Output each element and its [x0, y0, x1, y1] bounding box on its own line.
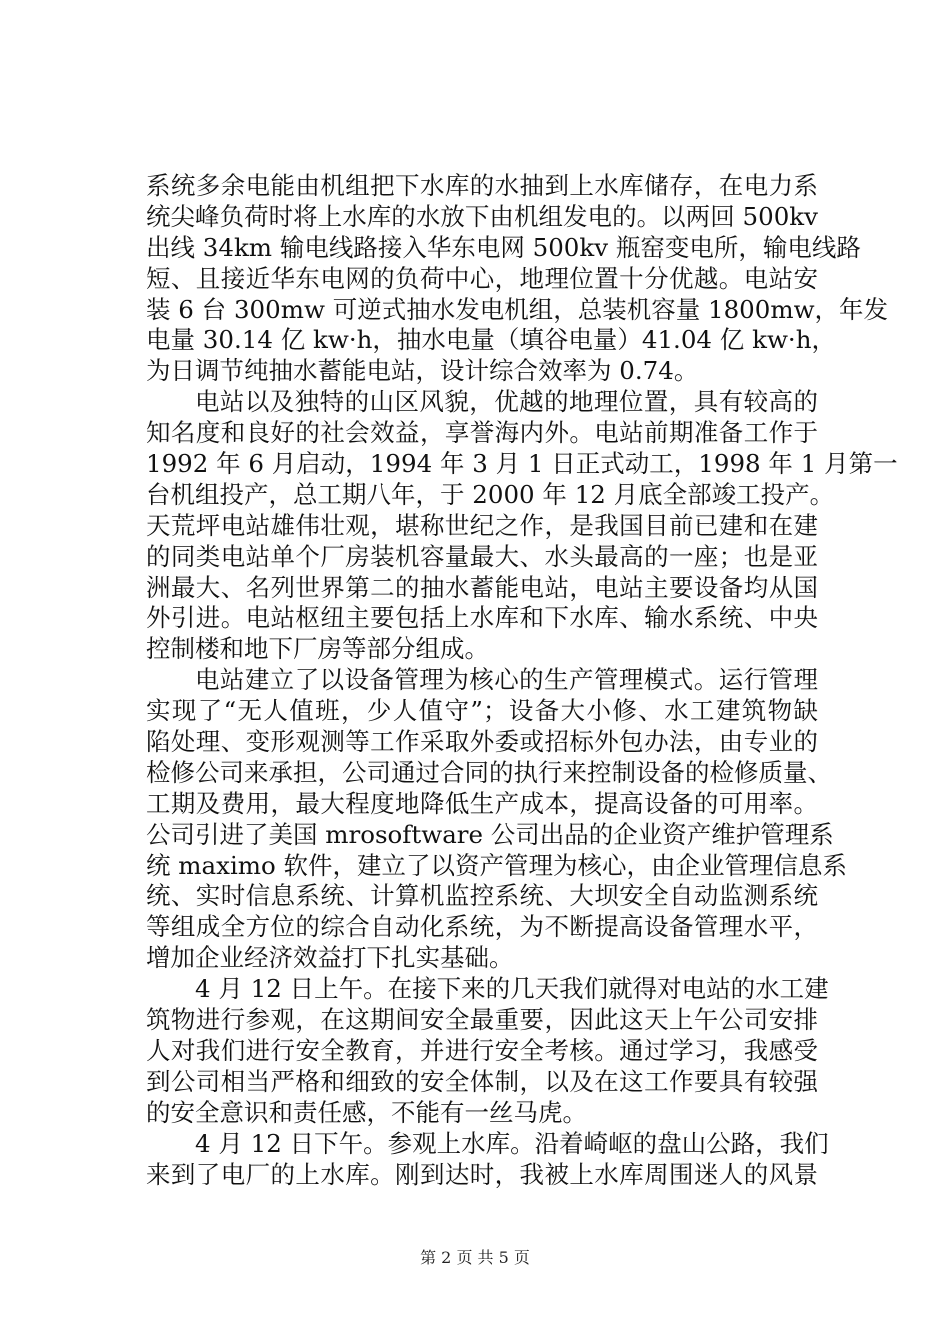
paragraph — [146, 387, 898, 665]
page-footer: 第 2 页 共 5 页 — [420, 1248, 530, 1267]
text-line: 公司引进了美国 mrosoftware 公司出品的企业资产维护管理系 — [146, 819, 834, 849]
text-line: 4 月 12 日下午。参观上水库。沿着崎岖的盘山公路，我们 — [195, 1128, 829, 1158]
text-line: 的同类电站单个厂房装机容量最大、水头最高的一座；也是亚 — [146, 541, 818, 571]
text-line: 短、且接近华东电网的负荷中心，地理位置十分优越。电站安 — [146, 263, 818, 293]
text-line: 洲最大、名列世界第二的抽水蓄能电站，电站主要设备均从国 — [146, 572, 818, 602]
paragraph — [146, 1128, 829, 1191]
text-line: 工期及费用，最大程度地降低生产成本，提高设备的可用率。 — [146, 788, 818, 818]
text-line: 筑物进行参观，在这期间安全最重要，因此这天上午公司安排 — [146, 1005, 818, 1035]
text-line: 电站建立了以设备管理为核心的生产管理模式。运行管理 — [195, 665, 818, 695]
text-line: 出线 34km 输电线路接入华东电网 500kv 瓶窑变电所，输电线路 — [146, 232, 861, 262]
text-line: 系统多余电能由机组把下水库的水抽到上水库储存，在电力系 — [146, 171, 818, 200]
text-line: 台机组投产，总工期八年，于 2000 年 12 月底全部竣工投产。 — [146, 479, 835, 509]
text-line: 天荒坪电站雄伟壮观，堪称世纪之作，是我国目前已建和在建 — [146, 510, 818, 540]
paragraph — [146, 171, 889, 387]
paragraph — [146, 974, 829, 1128]
text-line: 的安全意识和责任感，不能有一丝马虎。 — [146, 1097, 587, 1127]
text-line: 电站以及独特的山区风貌，优越的地理位置，具有较高的 — [195, 387, 818, 417]
text-line: 电量 30.14 亿 kw·h，抽水电量（填谷电量）41.04 亿 kw·h， — [146, 325, 836, 355]
text-line: 检修公司来承担，公司通过合同的执行来控制设备的检修质量、 — [146, 757, 832, 787]
text-line: 统 maximo 软件，建立了以资产管理为核心，由企业管理信息系 — [146, 850, 848, 880]
text-line: 陷处理、变形观测等工作采取外委或招标外包办法，由专业的 — [146, 727, 818, 757]
text-line: 统尖峰负荷时将上水库的水放下由机组发电的。以两回 500kv — [146, 201, 818, 231]
text-line: 1992 年 6 月启动，1994 年 3 月 1 日正式动工，1998 年 1 月第一 — [146, 449, 898, 479]
text-line: 控制楼和地下厂房等部分组成。 — [146, 634, 489, 664]
text-line: 实现了“无人值班，少人值守”；设备大小修、水工建筑物缺 — [146, 696, 818, 726]
text-line: 统、实时信息系统、计算机监控系统、大坝安全自动监测系统 — [146, 881, 818, 911]
paragraph — [146, 665, 848, 974]
text-line: 为日调节纯抽水蓄能电站，设计综合效率为 0.74。 — [146, 356, 699, 386]
text-line: 4 月 12 日上午。在接下来的几天我们就得对电站的水工建 — [195, 974, 829, 1004]
text-line: 增加企业经济效益打下扎实基础。 — [146, 943, 514, 973]
text-line: 来到了电厂的上水库。刚到达时，我被上水库周围迷人的风景 — [146, 1159, 818, 1189]
text-line: 装 6 台 300mw 可逆式抽水发电机组，总装机容量 1800mw，年发 — [146, 294, 889, 324]
text-line: 人对我们进行安全教育，并进行安全考核。通过学习，我感受 — [146, 1035, 818, 1065]
text-line: 等组成全方位的综合自动化系统，为不断提高设备管理水平， — [146, 912, 818, 942]
text-line: 知名度和良好的社会效益，享誉海内外。电站前期准备工作于 — [146, 418, 818, 448]
text-line: 外引进。电站枢纽主要包括上水库和下水库、输水系统、中央 — [146, 603, 818, 633]
text-line: 到公司相当严格和细致的安全体制，以及在这工作要具有较强 — [146, 1066, 818, 1096]
document-body — [146, 171, 898, 1190]
